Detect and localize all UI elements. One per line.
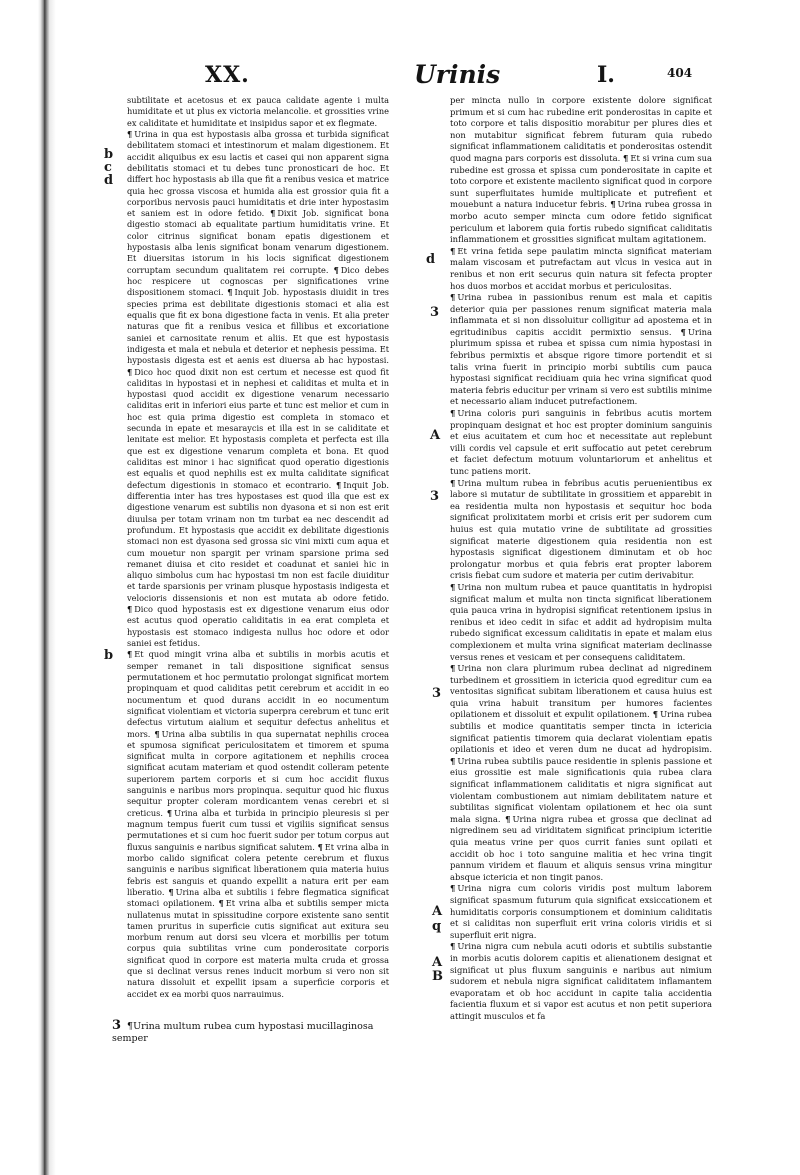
paragraph-text: Urina rubea grossa in morbo acuto semper mincta cum odore fetido significat periculum et laborem quia fortis rubedo significat caliditatis inflammationem et grossities significat multam agitationem. [450, 199, 712, 245]
paragraph-mark: ¶ [450, 292, 456, 303]
paragraph [127, 129, 389, 649]
paragraph-text: Urina alba et subtilis i febre flegmatica significat stomaci opilationem. [127, 886, 389, 909]
paragraph-text: Inquit Job. hypostasis diuidit in tres species prima est debilitate digestionis stomaci et alia est equalis que fit ex bona digestione facta in venis. Et alia preter naturas que fit a renibus vesica et fillibus et excoriatione saniei et carnositate renum et aliis. Et que est hypostasis indigesta et mala et nebula et deterior et nephesis pessima. Et hypostasis digesta est et aenis est diuersa ab hac hypostasi. [127, 287, 389, 366]
paragraph-mark: ¶ [317, 841, 323, 852]
margin-letter: b [104, 147, 114, 162]
margin-letter: 3 [430, 489, 440, 504]
column-catchline [112, 1018, 392, 1044]
paragraph-text: per mincta nullo in corpore existente dolore significat primum et si cum hac rubedine erit ponderositas in capite et toto corpore et talis dispositio morabitur per plures dies et non mutabitur significat febrem futuram quia rubedo significat inflammationem caliditatis et ponderositas ostendit quod magna pars corporis est dissoluta. [450, 95, 712, 163]
paragraph-text: Urina nigra rubea et grossa que declinat ad nigredinem seu ad viriditatem significat principium icteritie quia meatus vrine per quos currit fanies sunt opilati et accidit ob hoc i toto sanguine malitia et hec vrina tingit pannum viridem et flauum et aliquis sensus vrina mingitur absque ictericia et non tingit panos. [450, 813, 712, 882]
catchline-number: 3 [112, 1018, 122, 1033]
paragraph-mark: ¶ [168, 886, 174, 897]
paragraph-mark: ¶ [227, 287, 233, 298]
paragraph-text: Urina nigra cum coloris viridis post multum laborem significat spasmum futurum quia significat exsiccationem et humiditatis corporis consumptionem et dominium caliditatis et si caliditas non superfluit erit vrina coloris viridis et si superfluit erit nigra. [450, 883, 712, 940]
folio-number: 404 [667, 66, 693, 80]
left-text-column [127, 95, 389, 1000]
paragraph [450, 582, 712, 663]
paragraph-mark: ¶ [218, 898, 224, 909]
paragraph-text: Et vrina alba in morbo calido significat colera petente cerebrum et fluxus sanguinis e naribus significat liberationem quia materia huius febris est sanguis et quando expellit a natura erit per eam liberatio. [127, 841, 389, 897]
paragraph-mark: ¶ [450, 941, 456, 952]
book-binding-edge [38, 0, 50, 1175]
paragraph-text: Urina plurimum spissa et rubea et spissa cum nimia hypostasi in febribus permixtis et absque rigore timore portendit et si talis vrina fuerit in principio morbi subtilis cum pauca hypostasi significat recidiuam quia hec vrina significat quod materia febris educitur per vrinam si vero est subtilis minime et necessario aliam inducet putrefactionem. [450, 326, 712, 407]
margin-letter: A [432, 904, 443, 919]
paragraph [450, 478, 712, 582]
margin-letter: B [432, 969, 443, 984]
paragraph-text: Et vrina fetida sepe paulatim mincta significat materiam malam viscosam et putrefactam aut vlcus in vesica aut in renibus et non erit securus quin natura sit fefecta propter hos duos morbos et accidat morbus et periculositas. [450, 245, 712, 291]
paragraph-text: Urina in qua est hypostasis alba grossa et turbida significat debilitatem stomaci et intestinorum et malam digestionem. Et accidit aliquibus ex esu lactis et casei qui non apparent signa debilitatis stomaci et tu debes tunc pronosticari de hoc. Et differt hoc hypostasis ab illa que fit a renibus vesica et matrice quia hec grossa viscosa et humida alia est grossior quia fit a corporibus nervosis pauci humiditatis et drie inter hypostasim et saniem est in odore fetido. [127, 128, 389, 219]
paragraph-text: Urina non multum rubea et pauce quantitatis in hydropisi significat malum et multa non tincta significat liberationem quia pauca vrina in hydropisi significat retentionem ipsius in renibus et ideo cedit in sifac et addit ad hydropisim multa rubedo significat excessum caliditatis in epate et malam eius complexionem et multa vrina significat materiam declinasse versus renes et vesicam et per consequens caliditatem. [450, 581, 712, 662]
running-head-roman: I. [597, 62, 615, 88]
paragraph-mark: ¶ [610, 199, 616, 210]
paragraph-text: Dico debes hoc respicere ut cognoscas per significationes vrine dispositionem stomaci. [127, 264, 389, 298]
paragraph-text: Dixit Job. significat bona digestio stomaci ab equalitate partium humiditatis vrine. Et color citrinus significat bonam epatis digestionem et hypostasis alba lenis significat bonam venarum digestionem. Et diuersitas istorum in his locis significat digestionem corruptam secundum qualitatem rei corrupte. [127, 208, 390, 275]
paragraph-text: Et vrina alba et subtilis semper micta nullatenus mutat in spissitudine corpore existente sano sentit tamen pruritus in superficie cutis significat aut exitura seu morbum renum aut dorsi seu vlcera et morbillis per totum corpus quia subtilitas vrine cum ponderositate corporis significat quod in corpore est materia multa cruda et grossa que si declinat versus renes inducit morbum si vero non sit natura dissoluit et expellit ipsam a superficie corporis et accidet ex ea morbi quos narrauimus. [127, 898, 389, 999]
running-head-title: Urinis [414, 60, 501, 89]
paragraph-mark: ¶ [505, 813, 511, 824]
paragraph-text: Urina nigra cum nebula acuti odoris et subtilis substantie in morbis acutis dolorem capitis et alienationem designat et significat ut plus fluxum sanguinis e naribus aut nimium sudorem et nebula nigra significat caliditatem inflamantem evaporatam et ob hoc accidunt in capite talia accidentia facientia fluxum et si vapor est acutus et non petit superiora attingit musculos et fa [450, 941, 712, 1021]
margin-letter: b [104, 648, 114, 663]
margin-letter: d [426, 252, 436, 267]
paragraph-mark: ¶ [450, 477, 456, 488]
catchline-text: Urina multum rubea cum hypostasi mucillaginosa semper [112, 1021, 374, 1044]
paragraph-text: Urina rubea subtilis pauce residentie in splenis passione et eius grossitie est male significationis quia rubea clara significat inflammationem caliditatis et nigra significat aut violentam combustionem aut nimiam debilitatem nature et subtilitas significat violentam opilationem et hec oia sunt mala signa. [450, 755, 712, 824]
paragraph-text: Urina alba et turbida in principio pleuresis si per magnum tempus fuerit cum tussi et vigiliis significat sensus permutationes et si cum hoc fuerit sudor per totum corpus aut fluxus sanguinis e naribus significat salutem. [127, 807, 389, 852]
paragraph-mark: ¶ [127, 366, 133, 377]
paragraph-mark: ¶ [680, 326, 686, 337]
gutter-shadow [50, 0, 56, 1175]
paragraph-mark: ¶ [127, 604, 133, 615]
paragraph-text: Dico quod hypostasis est ex digestione venarum eius odor est acutus quod operatio caliditatis in ea erat completa et hypostasis est stomaco indigesta nullus hoc odore et odor saniei est fetidus. [127, 604, 389, 648]
paragraph-mark: ¶ [450, 755, 456, 766]
paragraph-mark: ¶ [450, 883, 456, 894]
paragraph [450, 292, 712, 408]
paragraph-text: Urina rubea in passionibus renum est mala et capitis deterior quia per passiones renum significat materia mala inflammata et si non dissoluitur colligitur ad apostema et in egritudinibus capitis accidit permixtio sensus. [450, 292, 712, 337]
margin-letter: q [432, 919, 442, 934]
paragraph-mark: ¶ [450, 581, 456, 592]
paragraph-text: Urina multum rubea in febribus acutis peruenientibus ex labore si mutatur de subtilitate in grossitiem et apparebit in ea residentia multa non hypostasis et sequitur hoc boda significat prolixitatem morbi et crisis erit per sudorem cum huius est quia mutatio vrine de subtilitate ad grossities significat materie digestionem quia residentia non est hypostasis significat digestionem diminutam et ob hoc prolongatur morbus et quia febris erat propter laborem crisis fiebat cum sudore et materia per cutim derivabitur. [450, 477, 712, 581]
right-text-column [450, 95, 712, 1023]
paragraph-mark: ¶ [127, 1021, 134, 1032]
paragraph-mark: ¶ [335, 479, 342, 490]
paragraph-mark: ¶ [166, 807, 173, 818]
paragraph-mark: ¶ [154, 728, 160, 739]
paragraph-mark: ¶ [450, 663, 456, 674]
paragraph-mark: ¶ [127, 128, 133, 139]
paragraph [127, 649, 389, 1000]
paragraph-text: Et quod mingit vrina alba et subtilis in morbis acutis et semper remanet in tali dispositione significat sensus permutationem et hoc permutatio prolongat significat mortem propinquam et quod caliditas petit cerebrum et accidit in eo nocumentum et quod durans accidit in eo nocumentum significat violentiam et victoria superpra cerebrum et tunc erit defectus virtutum aialium et sequitur defectus anhelitus et mors. [127, 649, 389, 739]
margin-letter: 3 [432, 686, 442, 701]
paragraph-mark: ¶ [270, 208, 276, 219]
paragraph [450, 95, 712, 246]
margin-letter: d [104, 173, 114, 188]
paragraph-text: Urina alba subtilis in qua supernatat nephilis crocea et spumosa significat periculositatem et timorem et spuma significat multa in corpore agitationem et nephilis crocea significat acutam materiam et quod ostendit colleram petente superiorem partem corporis et si cum hoc accidit fluxus sanguinis e naribus mors propinqua. sequitur quod hic fluxus sequitur propter coleram mordicantem venas cerebri et si creticus. [127, 728, 389, 818]
paragraph-mark: ¶ [652, 709, 659, 720]
margin-letter: A [430, 428, 441, 443]
paragraph-text: Urina rubea subtilis et modice quantitatis semper tincta in ictericia significat patientis timorem quia declarat violentiam epatis opilationis et ideo et veren dum ne ducat ad hydropisim. [450, 709, 712, 755]
margin-letter: A [432, 955, 443, 970]
paragraph-mark: ¶ [450, 408, 456, 419]
paragraph-mark: ¶ [333, 264, 339, 275]
margin-letter: 3 [430, 305, 440, 320]
paragraph-mark: ¶ [623, 152, 629, 163]
paragraph-text: Inquit Job. differentia inter has tres hypostases est quod illa que est ex digestione venarum est subtilis non dyasona et si non est erit diuulsa per totam vrinam non tm turbat ea nec descendit ad profundum. Et hypostasis que accidit ex debilitate digestionis stomaci non est dyasona sed grossa sic vini mixti cum aqua et cum mouetur non spargit per vrinam sparsione prima sed remanet diuisa et cito residet et coadunat et saniei hic in aliquo simbolus cum hac hypostasi tm non est facile diuiditur et tarde sparsionis per vrinam plusque hypostasis indigesta et velocioris dissensionis et non est mutata ab odore fetido. [127, 479, 389, 603]
paragraph [450, 408, 712, 478]
paragraph-mark: ¶ [450, 245, 456, 256]
margin-letter: c [104, 160, 112, 175]
paragraph-mark: ¶ [127, 649, 133, 660]
paragraph-text: Et si vrina cum sua rubedine est grossa et spissa cum ponderositate in capite et toto corpore et existente macilento significat quod in corpore sunt superfluitates humide multiplicate et putrefient et mouebunt a natura inducetur febris. [450, 152, 712, 210]
paragraph [450, 246, 712, 292]
running-head-left: XX. [205, 62, 250, 88]
paragraph [450, 663, 712, 883]
paragraph [450, 941, 712, 1022]
paragraph: subtilitate et acetosus et ex pauca calidate agente i multa humiditate et ut plus ex victoria melancolie. et grossities vrine ex caliditate et humiditate et insipidus sapor et ex flegmate. [127, 95, 389, 128]
paragraph-text: Urina non clara plurimum rubea declinat ad nigredinem turbedinem et grossitiem in ictericia quod egreditur cum ea ventositas significat subitam liberationem et causa huius est quia vrina habuit transitum per humores facientes opilationem et dissoluit et expulit opilationem. [450, 663, 712, 720]
paragraph-text: Dico hoc quod dixit non est certum et necesse est quod fit caliditas in hypostasi et in nephesi et caliditas et multa et in hypostasi quod accidit ex digestione venarum necessario caliditas erit in inferiori eius parte et tunc est melior et cum in hoc est quia prima digestio est completa in stomaco et secunda in epate et mesaraycis et illa est in se caliditate et lenitate est melior. Et hypostasis completa et perfecta est illa que est ex digestione venarum completa et bona. Et quod caliditas est minor i hac significat quod operatio digestionis est equalis et quod nephilis est ex multa caliditate significat defectum digestionis in stomaco et econtrario. [127, 366, 389, 490]
paragraph [450, 883, 712, 941]
paragraph-text: Urina coloris puri sanguinis in febribus acutis mortem propinquam designat et hoc est propter dominium sanguinis et eius acuitatem et cum hoc et necessitate aut replebunt villi cordis vel capsule et erit suffocatio aut petet cerebrum et faciet defectum motuum voluntariorum et anhelitus et tunc patiens morit. [450, 408, 712, 476]
